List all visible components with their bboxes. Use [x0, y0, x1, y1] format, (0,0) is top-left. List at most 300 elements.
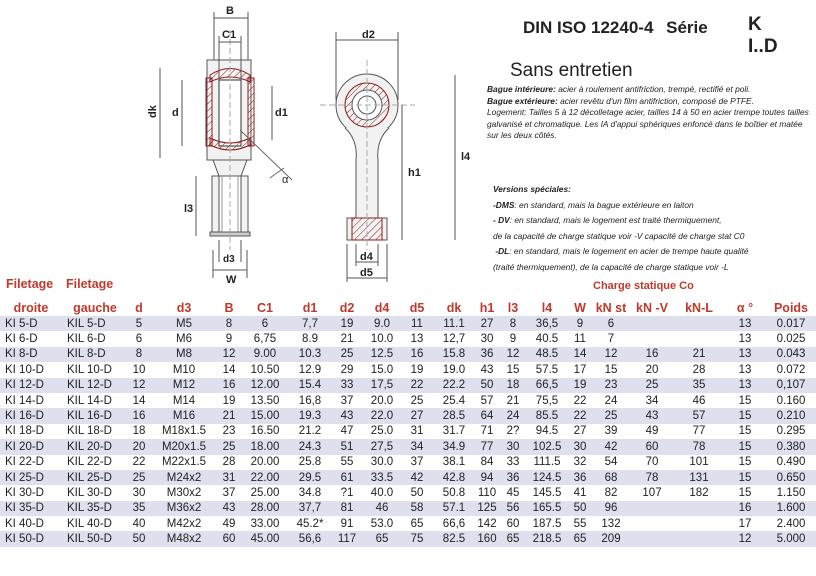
table-cell: 77 [474, 439, 500, 454]
table-cell: 20 [645, 363, 659, 376]
table-cell: KIL 16-D [62, 408, 128, 423]
outer-ring-label: Bague extérieure: [487, 95, 558, 106]
table-cell: 12,7 [442, 333, 466, 346]
table-cell: 22.00 [240, 470, 290, 485]
table-cell: 117 [330, 531, 364, 546]
technical-drawing [0, 0, 500, 284]
table-row [0, 485, 816, 500]
table-cell: 30 [500, 439, 526, 454]
table-cell: 49 [645, 425, 659, 438]
table-cell: 30 [132, 486, 146, 499]
table-cell: KI 25-D [0, 470, 62, 485]
table-cell: 34 [400, 439, 434, 454]
table-cell: KIL 22-D [67, 456, 112, 469]
table-cell: KI 6-D [5, 333, 38, 346]
table-cell: 50 [568, 501, 592, 516]
table-cell: KI 20-D [0, 439, 62, 454]
table-cell: M14 [172, 394, 196, 407]
table-cell: 145.5 [532, 486, 562, 499]
table-cell: 8.9 [302, 333, 318, 346]
table-cell: 11.1 [434, 316, 474, 331]
table-cell [630, 531, 674, 546]
page-title [523, 14, 778, 57]
table-cell: 5.000 [766, 531, 816, 546]
table-cell: M5 [150, 316, 218, 331]
table-row [0, 424, 816, 439]
table-cell [674, 316, 724, 331]
table-cell: 21 [506, 394, 520, 407]
table-cell: 45 [506, 486, 520, 499]
table-cell: 18 [132, 425, 146, 438]
table-cell: KI 50-D [0, 531, 62, 546]
table-row [0, 531, 816, 546]
table-cell: M20x1.5 [150, 439, 218, 454]
table-cell: 18.00 [240, 439, 290, 454]
table-cell: KI 5-D [0, 316, 62, 331]
table-cell: 84 [480, 456, 494, 469]
table-cell: 40.0 [370, 486, 394, 499]
table-cell: 65 [410, 517, 424, 530]
table-cell: 35 [674, 378, 724, 393]
table-row [0, 331, 816, 346]
table-cell: 34.8 [298, 486, 322, 499]
table-cell: 60 [630, 439, 674, 454]
column-header: kN st [595, 300, 627, 315]
table-cell: 36 [474, 347, 500, 362]
table-cell: 34 [645, 394, 659, 407]
table-cell: 94 [474, 470, 500, 485]
table-cell: 50 [410, 486, 424, 499]
table-cell: 23 [592, 378, 630, 393]
table-cell: 17,5 [364, 378, 400, 393]
table-cell: 182 [689, 486, 709, 499]
column-header: W [574, 300, 586, 315]
table-row [0, 393, 816, 408]
table-cell: 31 [410, 425, 424, 438]
table-cell: 6 [592, 316, 630, 331]
table-cell: 12 [724, 531, 766, 546]
table-cell: 19 [222, 394, 236, 407]
table-cell: 43 [630, 408, 674, 423]
table-cell: 10.0 [370, 333, 394, 346]
table-cell: KI 12-D [0, 378, 62, 393]
table-cell: 19 [410, 363, 424, 376]
table-cell: 56 [500, 501, 526, 516]
table-cell: 35 [128, 501, 150, 516]
table-cell: 22 [132, 456, 146, 469]
table-cell: KIL 20-D [62, 439, 128, 454]
table-cell: ?1 [340, 486, 354, 499]
table-cell: 107 [642, 486, 662, 499]
table-cell: 10 [132, 363, 146, 376]
label-l4: l4 [461, 151, 471, 163]
table-cell: 142 [477, 517, 497, 530]
table-cell: 82.5 [434, 531, 474, 546]
table-cell: M42x2 [166, 517, 202, 530]
housing-text: Logement: Tailles 5 à 12 décolletage acier, tailles 14 à 50 en acier trempe toutes tailles galvanisé et chromatique. Les IA d'appui sphériques enfoncé dans le boîtier et matée sur les deux côtés. [487, 107, 809, 141]
table-cell: 15.0 [370, 363, 394, 376]
table-cell: 12 [592, 347, 630, 362]
table-cell: 48.5 [526, 347, 568, 362]
table-cell: 13 [724, 316, 766, 331]
table-cell: 13 [724, 347, 766, 362]
table-cell: 37 [222, 486, 236, 499]
table-cell: 40.5 [535, 333, 559, 346]
table-cell: 7,7 [290, 316, 330, 331]
table-cell: 77 [692, 425, 706, 438]
table-cell: 70 [645, 456, 659, 469]
table-cell: 27 [400, 408, 434, 423]
column-header: C1 [257, 300, 273, 315]
column-header: l4 [541, 300, 553, 315]
table-cell: 102.5 [526, 439, 568, 454]
table-row [0, 316, 816, 331]
table-cell: 27 [573, 425, 587, 438]
label-B: B [226, 5, 234, 17]
table-cell: 55 [573, 517, 587, 530]
table-cell: 25 [128, 470, 150, 485]
table-cell: 9 [509, 333, 517, 346]
table-cell: 0.072 [776, 363, 806, 376]
table-cell: 12.9 [298, 363, 322, 376]
table-cell: 110 [477, 486, 497, 499]
table-cell: KI 16-D [0, 408, 62, 423]
table-cell: 0.295 [776, 425, 806, 438]
table-cell: 34.9 [434, 439, 474, 454]
table-cell: 22 [400, 378, 434, 393]
table-cell: 20.00 [250, 456, 280, 469]
table-cell: 16,8 [298, 394, 322, 407]
table-cell: 66,6 [442, 517, 466, 530]
table-cell: 51 [330, 439, 364, 454]
table-cell: 15.00 [240, 408, 290, 423]
table-cell: 0,107 [766, 378, 816, 393]
table-cell: 19.0 [442, 363, 466, 376]
table-cell: 28 [222, 456, 236, 469]
table-row [0, 362, 816, 377]
column-header: kN -V [636, 300, 668, 315]
table-cell: KI 30-D [5, 486, 44, 499]
table-cell: 11 [574, 333, 586, 346]
table-cell: 0.380 [766, 439, 816, 454]
column-header: h1 [479, 300, 495, 315]
column-header: d5 [409, 300, 425, 315]
table-cell: 9.00 [240, 347, 290, 362]
table-cell: 37 [410, 456, 424, 469]
table-cell [674, 531, 724, 546]
table-cell: 60 [218, 531, 240, 546]
front-view [320, 32, 455, 282]
table-cell: 18 [500, 378, 526, 393]
table-cell: 29.5 [290, 470, 330, 485]
table-cell: 8 [500, 316, 526, 331]
table-cell: 53.0 [370, 517, 394, 530]
table-cell: 16.50 [250, 425, 280, 438]
subtitle: Sans entretien [510, 60, 633, 81]
table-cell: 1.150 [776, 486, 806, 499]
table-cell: 10.3 [290, 347, 330, 362]
table-cell: 17 [738, 517, 752, 530]
table-cell [630, 501, 674, 516]
dms-label: -DMS [493, 199, 515, 210]
table-cell: 2.400 [776, 517, 806, 530]
table-row [0, 439, 816, 454]
table-cell: 7 [607, 333, 615, 346]
table-cell: 124.5 [526, 470, 568, 485]
table-cell: 0.160 [776, 394, 806, 407]
table-cell: 36,5 [526, 316, 568, 331]
table-cell: 45.2* [296, 517, 324, 530]
dl-text: : en standard, mais le logement en acier de trempe haute qualité [509, 246, 749, 257]
table-cell: 78 [674, 439, 724, 454]
dms-text: : en standard, mais la bague extérieure en laiton [514, 199, 694, 210]
table-cell: 12.5 [364, 347, 400, 362]
table-cell: M10 [172, 363, 196, 376]
column-header: d [135, 300, 143, 315]
table-cell: 68 [592, 470, 630, 485]
table-cell: 15 [738, 394, 752, 407]
label-d1: d1 [275, 107, 288, 119]
table-cell: M48x2 [150, 531, 218, 546]
column-header: d3 [176, 300, 192, 315]
table-cell: KI 18-D [5, 425, 44, 438]
table-cell: 91 [340, 517, 354, 530]
table-cell: 61 [330, 470, 364, 485]
table-cell: KIL 14-D [67, 394, 112, 407]
table-cell: 50 [474, 378, 500, 393]
label-W: W [226, 274, 237, 284]
table-cell: 16 [128, 408, 150, 423]
table-cell: 2? [506, 425, 520, 438]
table-cell: 55 [340, 456, 354, 469]
table-cell: KIL 8-D [62, 347, 128, 362]
table-cell: 49 [222, 517, 236, 530]
table-row [0, 516, 816, 531]
table-cell: 32 [573, 456, 587, 469]
table-cell: 13 [738, 363, 752, 376]
table-cell: 75 [400, 531, 434, 546]
table-cell: 125 [474, 501, 500, 516]
title-series-code: K I..D [748, 14, 778, 57]
column-header: dk [446, 300, 462, 315]
table-cell: KIL 18-D [67, 425, 112, 438]
table-cell [630, 331, 674, 346]
table-cell: 37,7 [290, 501, 330, 516]
label-d3: d3 [223, 254, 235, 265]
table-cell: 15 [724, 439, 766, 454]
table-cell: 65 [500, 531, 526, 546]
table-cell: KI 35-D [0, 501, 62, 516]
table-cell: 209 [592, 531, 630, 546]
header-charge-statique: Charge statique Co [593, 280, 694, 292]
table-row [0, 470, 816, 485]
table-cell: 13 [410, 333, 424, 346]
column-header: Poids [773, 300, 809, 315]
table-cell: 13 [738, 333, 752, 346]
dl-label: -DL [495, 246, 510, 257]
table-cell: M6 [176, 333, 192, 346]
table-cell: 14 [568, 347, 592, 362]
table-cell: 42 [592, 439, 630, 454]
table-cell: 0.025 [776, 333, 806, 346]
table-cell: 25.00 [250, 486, 280, 499]
table-cell: 43 [218, 501, 240, 516]
table-cell: M22x1.5 [161, 456, 207, 469]
table-cell: 36 [568, 470, 592, 485]
column-header: droite [13, 300, 49, 315]
table-cell: 75,5 [535, 394, 559, 407]
inner-ring-label: Bague intérieure: [487, 84, 556, 94]
table-cell: KIL 35-D [62, 501, 128, 516]
table-cell: 13.50 [250, 394, 280, 407]
table-cell: 40 [132, 517, 146, 530]
table-row [0, 347, 816, 362]
table-cell: 165.5 [526, 501, 568, 516]
table-cell: M16 [150, 408, 218, 423]
table-cell: 24 [604, 394, 618, 407]
table-cell: 14 [222, 363, 236, 376]
table-cell: 27,5 [364, 439, 400, 454]
table-cell: 27 [474, 316, 500, 331]
table-cell: 19 [568, 378, 592, 393]
table-cell: 66,5 [526, 378, 568, 393]
table-cell: 31 [218, 470, 240, 485]
table-cell: 12 [128, 378, 150, 393]
special-versions [493, 182, 813, 276]
label-l3: l3 [184, 203, 194, 215]
table-cell: 0.490 [776, 456, 806, 469]
table-cell: 9.0 [364, 316, 400, 331]
table-row [0, 455, 816, 470]
table-cell: 57 [480, 394, 494, 407]
table-cell: 22.0 [364, 408, 400, 423]
table-cell: 13 [724, 378, 766, 393]
spec-table [0, 299, 816, 547]
table-cell: 15 [738, 425, 752, 438]
table-cell: 24 [500, 408, 526, 423]
table-cell: 0.043 [766, 347, 816, 362]
table-cell: 12 [500, 347, 526, 362]
table-cell: 30.0 [370, 456, 394, 469]
table-cell: KI 22-D [5, 456, 44, 469]
label-h1: h1 [408, 167, 421, 179]
column-header: d4 [374, 300, 390, 315]
table-cell: 54 [604, 456, 618, 469]
table-cell: 8 [128, 347, 150, 362]
table-cell: 12.00 [240, 378, 290, 393]
table-cell: 47 [340, 425, 354, 438]
table-cell: KI 14-D [5, 394, 44, 407]
table-cell: 11 [400, 316, 434, 331]
table-cell: KIL 40-D [67, 517, 112, 530]
table-cell: 33 [330, 378, 364, 393]
table-cell: 65 [568, 531, 592, 546]
table-cell: 132 [601, 517, 621, 530]
table-cell: 19 [330, 316, 364, 331]
header-thread-left: Filetage [66, 277, 114, 291]
column-header: α ° [736, 300, 754, 315]
table-cell: 37 [340, 394, 354, 407]
table-cell: 16 [218, 378, 240, 393]
table-cell: 8 [218, 316, 240, 331]
table-cell [630, 516, 674, 531]
table-cell: KI 8-D [0, 347, 62, 362]
table-cell: M8 [150, 347, 218, 362]
table-cell: 25 [330, 347, 364, 362]
table-cell: 23 [222, 425, 236, 438]
table-cell: 17 [573, 363, 587, 376]
table-cell: 57.5 [535, 363, 559, 376]
table-cell [630, 316, 674, 331]
table-cell: 65 [364, 531, 400, 546]
table-cell: 160 [474, 531, 500, 546]
table-cell: 24.3 [290, 439, 330, 454]
table-cell: 20 [128, 439, 150, 454]
table-cell: 14 [132, 394, 146, 407]
dv-text-2: de la capacité de charge statique voir -V capacité de charge stat C0 [493, 230, 745, 241]
table-cell: 33.5 [364, 470, 400, 485]
table-cell: 21 [340, 333, 354, 346]
table-cell: 36 [500, 470, 526, 485]
table-cell: 43 [330, 408, 364, 423]
table-cell: 0.017 [766, 316, 816, 331]
table-cell: 16 [630, 347, 674, 362]
title-standard: DIN ISO 12240-4 [523, 18, 654, 37]
table-cell: 1.600 [766, 501, 816, 516]
table-cell: 5 [128, 316, 150, 331]
title-series-label: Série [666, 18, 708, 37]
table-cell: 6,75 [253, 333, 277, 346]
table-cell: 71 [480, 425, 494, 438]
table-cell: M30x2 [166, 486, 202, 499]
table-cell: 33 [506, 456, 520, 469]
table-cell: 60 [506, 517, 520, 530]
table-cell: KIL 12-D [62, 378, 128, 393]
label-d: d [172, 107, 179, 119]
table-cell: 22 [573, 394, 587, 407]
label-d2: d2 [362, 29, 375, 41]
table-cell: 25 [218, 439, 240, 454]
table-cell: 0.210 [766, 408, 816, 423]
table-cell: 31.7 [442, 425, 466, 438]
table-cell: 25.8 [298, 456, 322, 469]
table-cell: 21 [674, 347, 724, 362]
table-cell: 46 [364, 501, 400, 516]
table-cell: 96 [592, 501, 630, 516]
table-cell: 15 [604, 363, 618, 376]
dv-text: : en standard, mais le logement est traité thermiquement, [509, 215, 722, 226]
table-cell: 41 [573, 486, 587, 499]
table-cell: 25.4 [442, 394, 466, 407]
table-cell: 25 [592, 408, 630, 423]
table-cell: 19.3 [290, 408, 330, 423]
table-cell: 82 [604, 486, 618, 499]
table-cell: 218.5 [526, 531, 568, 546]
label-alpha: α [282, 174, 289, 186]
table-cell: 6 [135, 333, 143, 346]
table-cell: 6 [240, 316, 290, 331]
table-cell: M36x2 [150, 501, 218, 516]
table-cell: 46 [692, 394, 706, 407]
table-cell: KIL 50-D [62, 531, 128, 546]
table-cell [674, 331, 724, 346]
table-cell: 28.5 [434, 408, 474, 423]
table-cell: 43 [480, 363, 494, 376]
table-cell: 111.5 [533, 456, 561, 469]
table-cell [674, 501, 724, 516]
table-cell: 15 [738, 486, 752, 499]
table-cell: 45.00 [240, 531, 290, 546]
